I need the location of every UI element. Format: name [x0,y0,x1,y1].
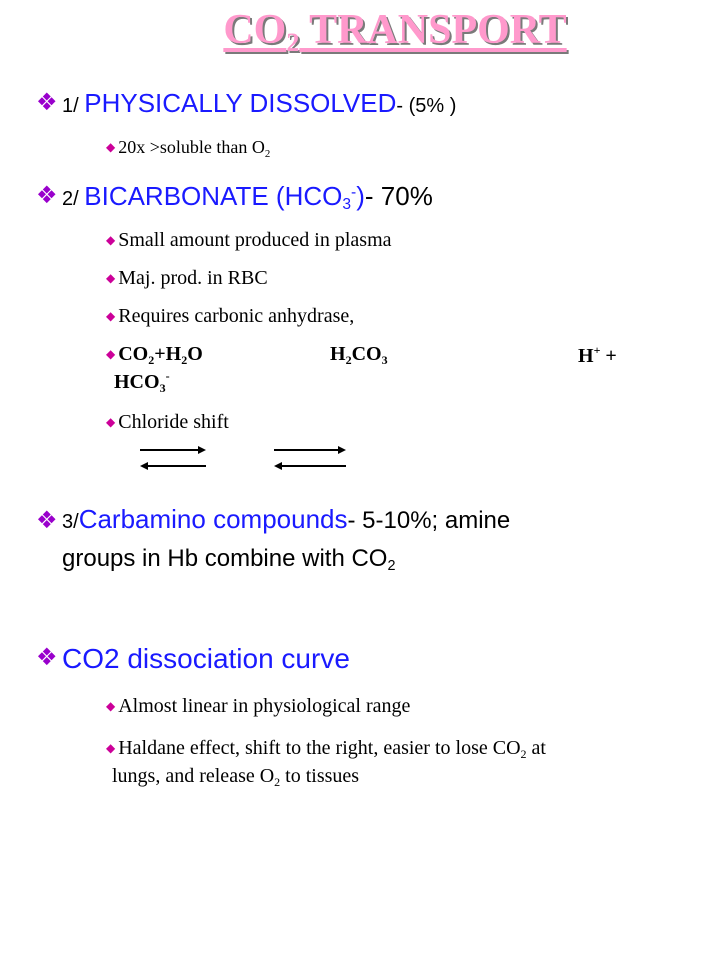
diamond-icon: ◆ [106,271,116,285]
hydrogen-ion: H+ + [578,343,617,367]
diamond-cluster-icon: ❖ [36,643,58,671]
title-text: CO [223,7,287,53]
slide-title [0,6,720,58]
diamond-icon: ◆ [106,233,116,247]
diamond-icon: ◆ [106,699,116,713]
carbonic-acid: $H_2CO_3$ [330,343,388,367]
item-2-sub-5: ◆ Chloride shift [106,411,229,433]
item-3-line-2: groups in Hb combine with $CO_2$ [62,545,396,574]
item-4-heading: CO2 dissociation curve [62,643,350,674]
diamond-icon: ◆ [106,741,116,755]
item-4-sub-1: ◆ Almost linear in physiological range [106,695,411,717]
item-1-heading: 1/ PHYSICALLY DISSOLVED- (5% ) [62,88,457,118]
item-2-sub-1: ◆ Small amount produced in plasma [106,229,392,251]
item-2-sub-2: ◆ Maj. prod. in RBC [106,267,268,289]
bicarbonate-ion: $HCO_3^-$ [114,369,170,395]
diamond-icon: ◆ [106,347,116,361]
item-2-equation: ◆ $CO_2+H_2O$ [106,343,203,367]
title-rest: TRANSPORT [299,7,567,53]
item-4-sub-2: ◆ Haldane effect, shift to the right, easier to lose $CO_2$ at [106,737,546,761]
item-1-sub-1: ◆ 20x >soluble than $O_2$ [106,137,271,160]
item-2-sub-3: ◆ Requires carbonic anhydrase, [106,305,355,327]
title-subscript: 2 [286,28,300,57]
diamond-icon: ◆ [106,309,116,323]
right-left-arrow-icon [272,444,348,472]
item-3-heading: 3/Carbamino compounds- 5-10%; amine [62,504,511,534]
diamond-icon: ◆ [106,415,116,429]
right-left-arrow-icon [138,444,208,472]
diamond-cluster-icon: ❖ [36,181,58,209]
diamond-cluster-icon: ❖ [36,506,58,534]
item-4-sub-2-line-2: lungs, and release $O_2$ to tissues [112,765,360,789]
item-2-heading: 2/ BICARBONATE $(HCO_3^-)-$ 70% [62,181,433,213]
diamond-cluster-icon: ❖ [36,88,58,116]
diamond-icon: ◆ [106,140,116,154]
